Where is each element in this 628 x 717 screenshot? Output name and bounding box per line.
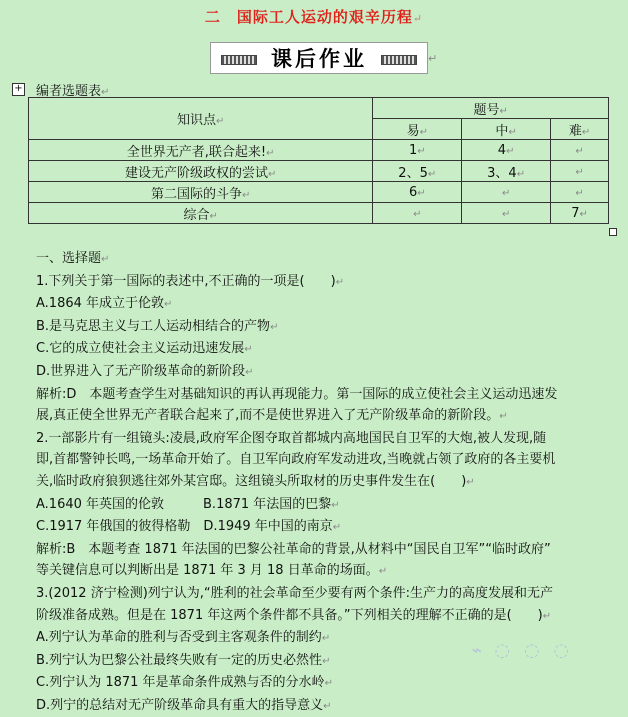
cell-medium: 3、4↵ xyxy=(462,161,551,182)
table-row xyxy=(29,161,609,182)
cell-easy: 6↵ xyxy=(373,182,462,203)
header-question-number: 题号↵ xyxy=(373,98,609,119)
banner-right-bar xyxy=(381,55,417,65)
table-row xyxy=(29,182,609,203)
return-mark: ↵ xyxy=(101,87,110,98)
header-knowledge-point: 知识点↵ xyxy=(29,98,373,140)
cell-easy: 2、5↵ xyxy=(373,161,462,182)
cell-medium: ↵ xyxy=(462,203,551,224)
return-mark: ↵ xyxy=(412,12,424,25)
table-header-row xyxy=(29,98,609,119)
option-line: A.1864 年成立于伦敦↵ xyxy=(36,296,173,312)
cell-point: 第二国际的斗争↵ xyxy=(29,182,373,203)
option-line: B.列宁认为巴黎公社最终失败有一定的历史必然性↵ xyxy=(36,652,331,668)
explanation-line: 解析:D 本题考查学生对基础知识的再认再现能力。第一国际的成立使社会主义运动迅速发 xyxy=(36,386,558,402)
cell-hard: 7↵ xyxy=(551,203,609,224)
banner-left-bar xyxy=(221,55,257,65)
option-line: D.列宁的总结对无产阶级革命具有重大的指导意义↵ xyxy=(36,697,332,713)
homework-banner xyxy=(210,42,428,74)
option-line: C.1917 年俄国的彼得格勒 D.1949 年中国的南京↵ xyxy=(36,519,342,535)
table-row xyxy=(29,140,609,161)
option-line: A.1640 年英国的伦敦 B.1871 年法国的巴黎↵ xyxy=(36,496,340,512)
cell-easy: 1↵ xyxy=(373,140,462,161)
question-1-stem: 1.下列关于第一国际的表述中,不正确的一项是( )↵ xyxy=(36,273,345,289)
title-text: 二 国际工人运动的艰辛历程 xyxy=(204,8,413,26)
cell-hard: ↵ xyxy=(551,140,609,161)
cell-medium: 4↵ xyxy=(462,140,551,161)
section-heading: 一、选择题↵ xyxy=(36,251,110,266)
option-line: C.列宁认为 1871 年是革命条件成熟与否的分水岭↵ xyxy=(36,675,333,691)
table-caption-text: 编者选题表 xyxy=(36,84,102,99)
option-line: C.它的成立使社会主义运动迅速发展↵ xyxy=(36,341,253,357)
table-resize-handle[interactable] xyxy=(609,228,617,236)
cell-hard: ↵ xyxy=(551,182,609,203)
cell-hard: ↵ xyxy=(551,161,609,182)
header-level-hard: 难↵ xyxy=(551,119,609,140)
question-3-stem: 3.(2012 济宁检测)列宁认为,“胜利的社会革命至少要有两个条件:生产力的高度发展和无产 xyxy=(36,585,554,601)
option-line: A.列宁认为革命的胜利与否受到主客观条件的制约↵ xyxy=(36,630,331,646)
return-mark: ↵ xyxy=(428,52,438,65)
option-line: B.是马克思主义与工人运动相结合的产物↵ xyxy=(36,318,279,334)
cell-point: 综合↵ xyxy=(29,203,373,224)
question-2-stem: 即,首都警钟长鸣,一场革命开始了。自卫军向政府军发动进攻,当晚就占领了政府的各主要机 xyxy=(36,452,556,468)
table-row xyxy=(29,203,609,224)
cell-medium: ↵ xyxy=(462,182,551,203)
explanation-line: 等关键信息可以判断出是 1871 年 3 月 18 日革命的场面。↵ xyxy=(36,563,388,579)
page-title xyxy=(0,6,628,27)
topic-selection-table xyxy=(28,97,609,224)
question-2-stem: 2.一部影片有一组镜头:凌晨,政府军企图夺取首都城内高地国民自卫军的大炮,被人发现,随 xyxy=(36,430,547,446)
explanation-line: 解析:B 本题考查 1871 年法国的巴黎公社革命的背景,从材料中“国民自卫军”“临时政府” xyxy=(36,541,551,557)
header-level-easy: 易↵ xyxy=(373,119,462,140)
watermark-logo: ⌁ ◌ ◌ ◌ xyxy=(470,640,574,661)
cell-point: 建设无产阶级政权的尝试↵ xyxy=(29,161,373,182)
option-line: D.世界进入了无产阶级革命的新阶段↵ xyxy=(36,363,254,379)
explanation-line: 展,真正使全世界无产者联合起来了,而不是使世界进入了无产阶级革命的新阶段。↵ xyxy=(36,408,508,424)
cell-point: 全世界无产者,联合起来!↵ xyxy=(29,140,373,161)
question-3-stem: 阶级准备成熟。但是在 1871 年这两个条件都不具备。”下列相关的理解不正确的是( )↵ xyxy=(36,607,552,623)
banner-title: 课后作业 xyxy=(271,47,367,71)
cell-easy: ↵ xyxy=(373,203,462,224)
header-level-medium: 中↵ xyxy=(462,119,551,140)
table-move-handle-icon[interactable]: + xyxy=(12,83,25,96)
question-2-stem: 关,临时政府狼狈逃往郊外某宫邸。这组镜头所取材的历史事件发生在( )↵ xyxy=(36,473,475,489)
